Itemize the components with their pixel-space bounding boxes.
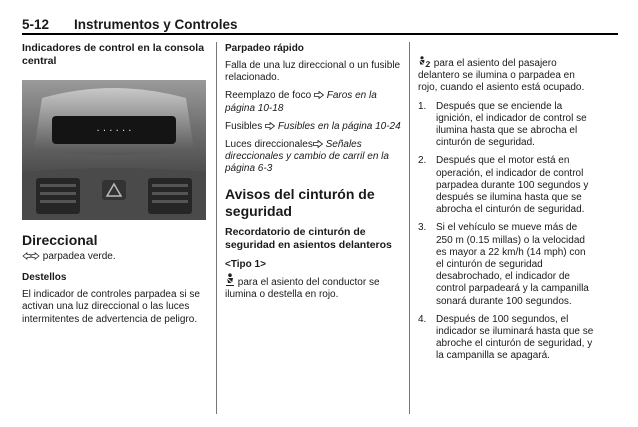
- passenger-intro: [418, 56, 594, 95]
- direccional-description: [22, 251, 206, 263]
- ref-prefix: Fusibles: [225, 120, 263, 132]
- tipo-text: para el asiento del conductor se ilumina o destella en rojo.: [225, 276, 380, 300]
- parpadeo-text: Falla de una luz direccional o un fusible relacionado.: [225, 60, 401, 84]
- column-divider: [409, 42, 410, 414]
- page-header: [22, 6, 618, 32]
- list-item: [418, 155, 594, 216]
- passenger-intro-text: para el asiento del pasajero delantero se ilumina o parpadea en rojo, cuando el asiento está ocupado.: [418, 58, 585, 94]
- list-item: [418, 314, 594, 363]
- reference-fusibles: [225, 121, 403, 133]
- reference-senales: [225, 139, 403, 176]
- reference-arrow-icon: [265, 122, 275, 130]
- header-rule: [22, 33, 618, 35]
- ref-prefix: Reemplazo de foco: [225, 90, 312, 102]
- center-console-illustration: [22, 80, 206, 220]
- parpadeo-heading: Parpadeo rápido: [225, 43, 304, 54]
- destellos-heading: Destellos: [22, 272, 67, 284]
- reference-faros: [225, 90, 403, 114]
- direccional-text: parpadea verde.: [40, 251, 116, 262]
- section-title-direccional: Direccional: [22, 232, 98, 248]
- ref-prefix: Luces direccionales: [225, 139, 313, 151]
- column-left: [22, 42, 206, 326]
- list-item-text: Después que se enciende la ignición, el indicador de control se ilumina hasta que se abrocha el cinturón de seguridad.: [436, 100, 587, 149]
- passenger-seatbelt-icon: [418, 56, 431, 68]
- list-item-number: 2.: [418, 155, 427, 167]
- recordatorio-heading: Recordatorio de cinturón de seguridad en asientos delanteros: [225, 225, 392, 251]
- list-item: [418, 222, 594, 307]
- page-number: 5-12: [22, 17, 50, 32]
- list-item-number: 4.: [418, 313, 427, 325]
- reminder-steps-list: [418, 101, 594, 363]
- chapter-title: Instrumentos y Controles: [74, 17, 238, 32]
- list-item: [418, 101, 594, 150]
- tipo-text-block: [225, 273, 403, 301]
- destellos-text: El indicador de controles parpadea si se activan una luz direccional o las luces intermitentes de advertencia de peligro.: [22, 289, 200, 325]
- section-title-avisos: Avisos del cinturón de seguridad: [225, 185, 375, 219]
- tipo-label: <Tipo 1>: [225, 258, 266, 270]
- center-console-photo: [22, 80, 206, 220]
- list-item-text: Después que el motor está en operación, el indicador de control parpadea durante 100 segundos y después se ilumina hasta que se abrocha el cinturón de seguridad.: [436, 155, 589, 216]
- list-item-text: Si el vehículo se mueve más de 250 m (0.15 millas) o la velocidad es mayor a 22 km/h (14 mph) con el cinturón de seguridad desabrochado, el indicador de control parpadeará y la campanilla sonará durante 100 segundos.: [436, 222, 589, 307]
- list-item-number: 3.: [418, 222, 427, 234]
- ref-link-faros[interactable]: Faros en la página 10-18: [225, 90, 377, 114]
- list-item-number: 1.: [418, 100, 427, 112]
- ref-link-fusibles[interactable]: Fusibles en la página 10-24: [277, 120, 401, 132]
- seatbelt-icon: [225, 273, 235, 287]
- reference-arrow-icon: [314, 91, 324, 99]
- column-right: [418, 54, 594, 369]
- column-divider: [216, 42, 217, 414]
- turn-signal-arrows-icon: [22, 252, 40, 260]
- list-item-text: Después de 100 segundos, el indicador se iluminará hasta que se abroche el cinturón de seguridad, y la campanilla se apagará.: [436, 313, 594, 362]
- ref-link-senales[interactable]: Señales direccionales y cambio de carril en la página 6-3: [225, 139, 389, 175]
- section-heading: Indicadores de control en la consola central: [22, 42, 205, 67]
- console-display-indicators: · · · · · ·: [96, 126, 132, 137]
- reference-arrow-icon: [313, 140, 323, 148]
- column-middle: [225, 42, 403, 301]
